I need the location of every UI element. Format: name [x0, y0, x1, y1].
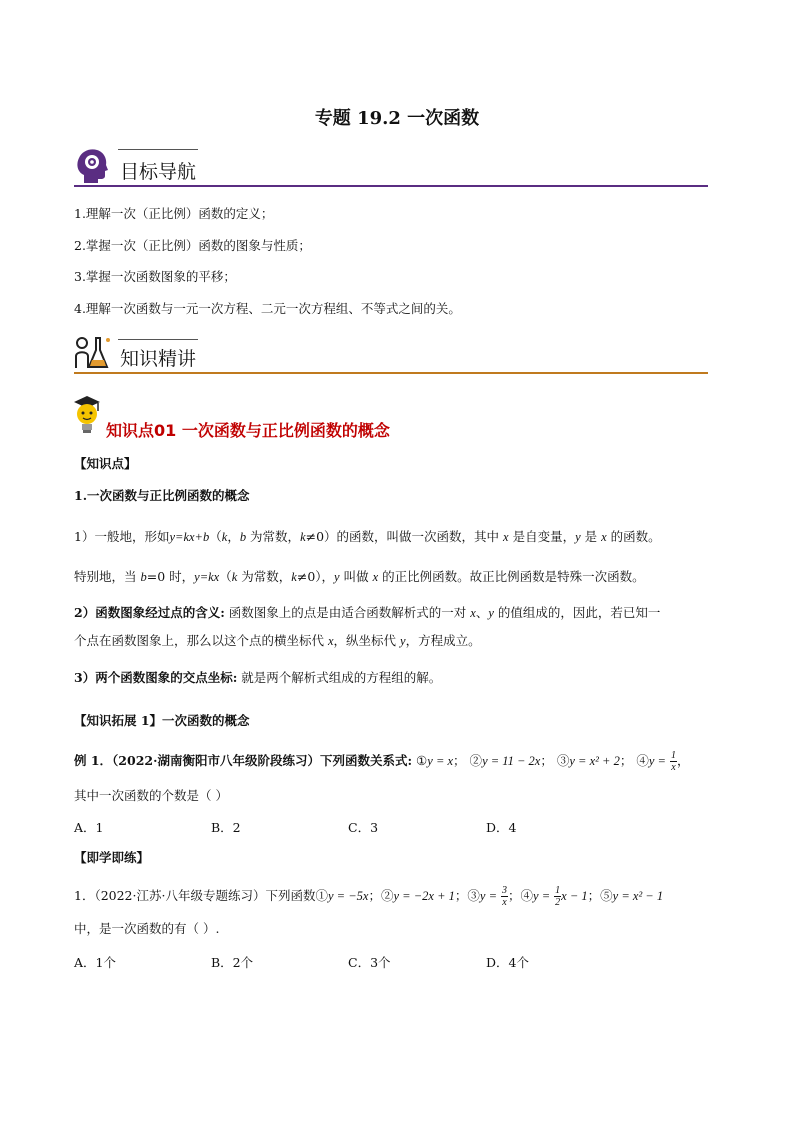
goal-item-1: 1.理解一次（正比例）函数的定义；	[74, 206, 274, 221]
knowledge-tag: 【知识点】	[74, 456, 137, 471]
example-1-option-c[interactable]: C．3	[348, 820, 379, 835]
question-1-option-c[interactable]: C．3个	[348, 955, 391, 970]
example-1-line1: 例 1．（2022·湖南衡阳市八年级阶段练习）下列函数关系式: ①y = x； ②y = 11 − 2x； ③y = x² + 2； ④y = $\frac{1}{x}$ ，	[74, 750, 690, 773]
concept-heading: 1.一次函数与正比例函数的概念	[74, 488, 250, 503]
section-divider-goals	[74, 185, 708, 187]
bulb-graduate-icon	[70, 394, 104, 436]
example-1-line2: 其中一次函数的个数是（ ）	[74, 788, 228, 803]
section-title-goals: 目标导航	[120, 161, 197, 183]
extension-tag-1: 【知识拓展 1】一次函数的概念	[74, 713, 250, 728]
paragraph-proportional-definition: 特别地，当 b=0 时，y=kx（k 为常数，k≠0），y 叫做 x 的正比例函数。故正比例函数是特殊一次函数。	[74, 569, 645, 584]
question-1-option-b[interactable]: B．2个	[211, 955, 254, 970]
goal-item-3: 3.掌握一次函数图象的平移；	[74, 269, 236, 284]
paragraph-general-definition: 1）一般地，形如y=kx+b（k，b 为常数，k≠0）的函数，叫做一次函数，其中 x 是自变量，y 是 x 的函数。	[74, 529, 661, 544]
section-title-line-top	[118, 339, 198, 340]
goal-item-2: 2.掌握一次（正比例）函数的图象与性质；	[74, 238, 311, 253]
goal-item-4: 4.理解一次函数与一元一次方程、二元一次方程组、不等式之间的关。	[74, 301, 461, 316]
example-1-option-a[interactable]: A．1	[74, 820, 104, 835]
flask-person-icon	[72, 334, 112, 372]
knowledge-point-title: 知识点01 一次函数与正比例函数的概念	[106, 421, 390, 440]
head-gear-icon	[74, 147, 108, 185]
section-divider-knowledge	[74, 372, 708, 374]
question-1-option-d[interactable]: D．4个	[486, 955, 529, 970]
practice-tag: 【即学即练】	[74, 850, 150, 865]
page-title: 专题 19.2 一次函数	[314, 108, 480, 129]
section-title-knowledge: 知识精讲	[120, 348, 197, 370]
question-1-line2: 中，是一次函数的有（ ）.	[74, 921, 220, 936]
question-1-option-a[interactable]: A．1个	[74, 955, 116, 970]
paragraph-point-on-graph-line2: 个点在函数图象上，那么以这个点的横坐标代 x，纵坐标代 y，方程成立。	[74, 633, 481, 648]
paragraph-point-on-graph: 2）函数图象经过点的含义: 函数图象上的点是由适合函数解析式的一对 x、y 的值组成的，因此，若已知一	[74, 605, 661, 620]
question-1-line1: 1．（2022·江苏·八年级专题练习）下列函数①y = −5x；②y = −2x + 1；③y = $\frac{3}{x}$ ；④y = $\frac{1}{2}$ x − 1；⑤y = x² − 1	[74, 885, 664, 908]
paragraph-intersection: 3）两个函数图象的交点坐标: 就是两个解析式组成的方程组的解。	[74, 670, 442, 685]
example-1-option-d[interactable]: D．4	[486, 820, 517, 835]
section-title-line-top	[118, 149, 198, 150]
example-1-option-b[interactable]: B．2	[211, 820, 241, 835]
